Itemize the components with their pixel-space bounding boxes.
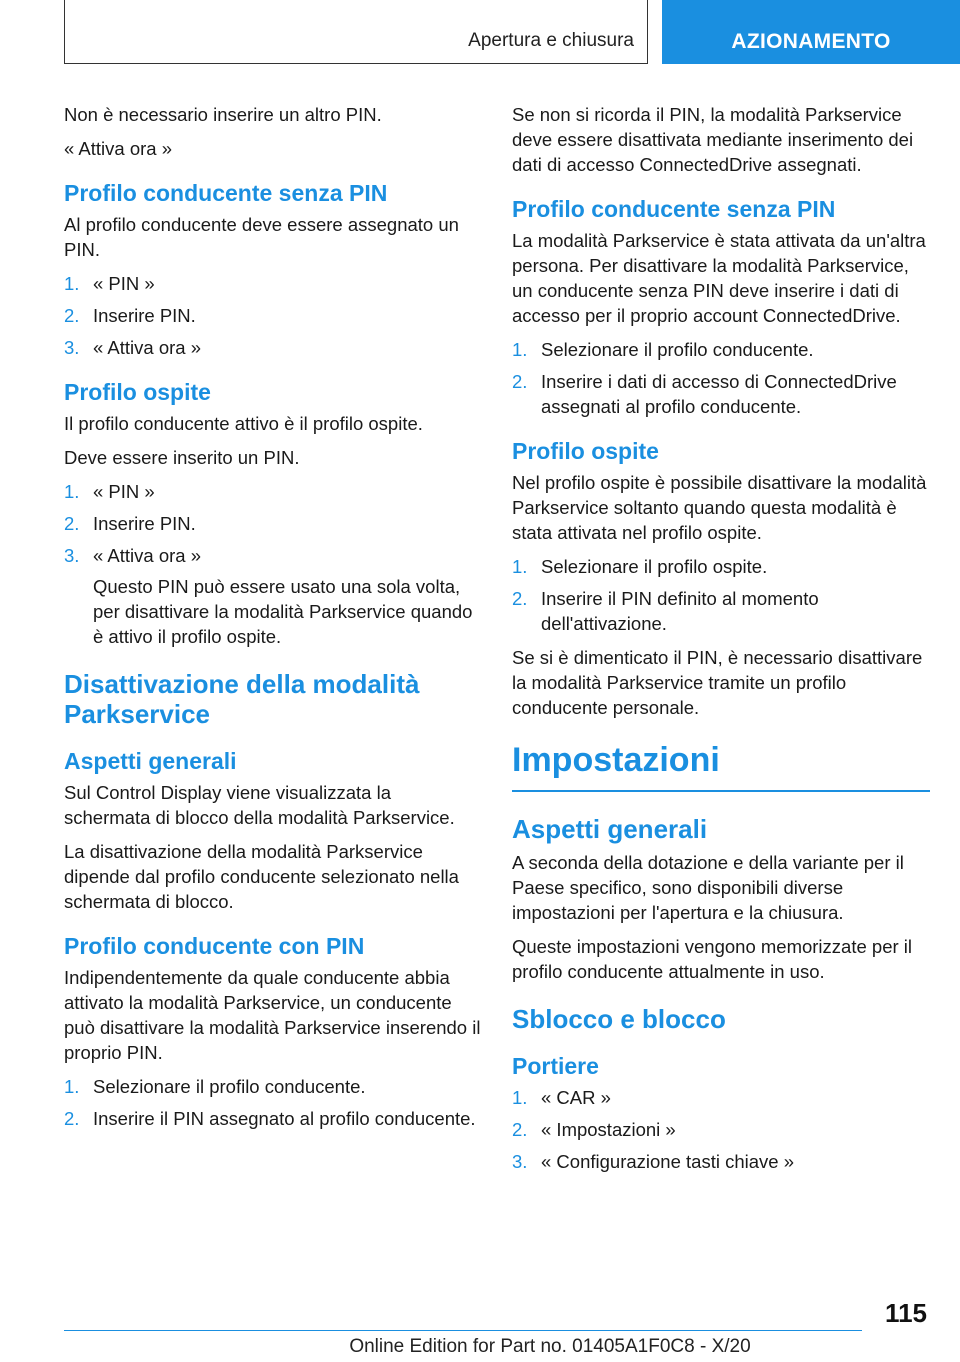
- list-item: 1. « PIN »: [64, 273, 155, 294]
- paragraph: A seconda della dotazione e della variante per il Paese specifico, sono disponibili diverse impostazioni per l'apertura e la chiusura.: [512, 852, 904, 923]
- heading-sblocco-blocco: Sblocco e blocco: [512, 1004, 726, 1034]
- paragraph: Non è necessario inserire un altro PIN.: [64, 104, 382, 125]
- steps-list: [512, 554, 930, 636]
- heading-ospite: Profilo ospite: [512, 438, 659, 464]
- list-item: 2. Inserire il PIN definito al momento dell'attivazione.: [512, 588, 819, 634]
- left-column: [64, 102, 482, 1140]
- paragraph: Queste impostazioni vengono memorizzate per il profilo conducente attualmente in uso.: [512, 936, 912, 982]
- list-item: 1. Selezionare il profilo ospite.: [512, 556, 768, 577]
- heading-impostazioni: Impostazioni: [512, 738, 930, 792]
- list-item: 1. Selezionare il profilo conducente.: [64, 1076, 366, 1097]
- list-item: 2. « Impostazioni »: [512, 1119, 676, 1140]
- heading-aspetti-generali: Aspetti generali: [512, 814, 708, 844]
- heading-senza-pin: Profilo conducente senza PIN: [64, 180, 388, 206]
- heading-ospite: Profilo ospite: [64, 379, 211, 405]
- right-column: [512, 102, 930, 1183]
- heading-con-pin: Profilo conducente con PIN: [64, 933, 365, 959]
- step-note: Questo PIN può essere usato una sola volta, per disattivare la modalità Parkservice quando è attivo il profilo ospite.: [93, 576, 473, 647]
- steps-list: [64, 1074, 482, 1131]
- page-number: 115: [885, 1298, 927, 1328]
- paragraph: Sul Control Display viene visualizzata la schermata di blocco della modalità Parkservice.: [64, 782, 455, 828]
- list-item: 2. Inserire il PIN assegnato al profilo conducente.: [64, 1108, 476, 1129]
- steps-list: [64, 271, 482, 360]
- list-item: 1. « CAR »: [512, 1087, 611, 1108]
- paragraph: Al profilo conducente deve essere assegnato un PIN.: [64, 214, 459, 260]
- header-chapter-tab: AZIONAMENTO: [662, 0, 960, 64]
- paragraph: Deve essere inserito un PIN.: [64, 447, 300, 468]
- list-item: 3. « Attiva ora »: [64, 337, 201, 358]
- heading-aspetti-generali: Aspetti generali: [64, 748, 237, 774]
- list-item: 1. « PIN »: [64, 481, 155, 502]
- heading-disattivazione: Disattivazione della modalità Parkservice: [64, 669, 420, 729]
- paragraph: Se si è dimenticato il PIN, è necessario disattivare la modalità Parkservice tramite un profilo conducente personale.: [512, 647, 923, 718]
- paragraph: Indipendentemente da quale conducente abbia attivato la modalità Parkservice, un conducente può disattivare la modalità Parkservice inserendo il proprio PIN.: [64, 967, 481, 1063]
- list-item: 2. Inserire i dati di accesso di ConnectedDrive assegnati al profilo conducente.: [512, 371, 897, 417]
- steps-list: [512, 337, 930, 419]
- list-item: 3. « Configurazione tasti chiave »: [512, 1151, 794, 1172]
- list-item: 2. Inserire PIN.: [64, 513, 196, 534]
- paragraph: Se non si ricorda il PIN, la modalità Parkservice deve essere disattivata mediante inserimento dei dati di accesso ConnectedDrive assegnati.: [512, 104, 914, 175]
- heading-portiere: Portiere: [512, 1053, 599, 1079]
- footer-divider: [64, 1330, 862, 1331]
- steps-list: [64, 479, 482, 649]
- paragraph: Il profilo conducente attivo è il profilo ospite.: [64, 413, 423, 434]
- paragraph: Nel profilo ospite è possibile disattivare la modalità Parkservice soltanto quando questa modalità è stata attivata nel profilo ospite.: [512, 472, 927, 543]
- heading-senza-pin: Profilo conducente senza PIN: [512, 196, 836, 222]
- list-item: 1. Selezionare il profilo conducente.: [512, 339, 814, 360]
- steps-list: [512, 1085, 930, 1174]
- paragraph: La modalità Parkservice è stata attivata da un'altra persona. Per disattivare la modalità Parkservice, un conducente senza PIN deve inserire i dati di accesso per il proprio account ConnectedDrive.: [512, 230, 926, 326]
- paragraph: « Attiva ora »: [64, 138, 172, 159]
- list-item: 2. Inserire PIN.: [64, 305, 196, 326]
- header-section-title: Apertura e chiusura: [468, 30, 634, 51]
- footer-edition: Online Edition for Part no. 01405A1F0C8 - X/20: [349, 1336, 751, 1357]
- list-item: 3. « Attiva ora » Questo PIN può essere usato una sola volta, per disattivare la modalità Parkservice quando è attivo il profilo ospite.: [64, 543, 482, 649]
- paragraph: La disattivazione della modalità Parkservice dipende dal profilo conducente selezionato nella schermata di blocco.: [64, 841, 459, 912]
